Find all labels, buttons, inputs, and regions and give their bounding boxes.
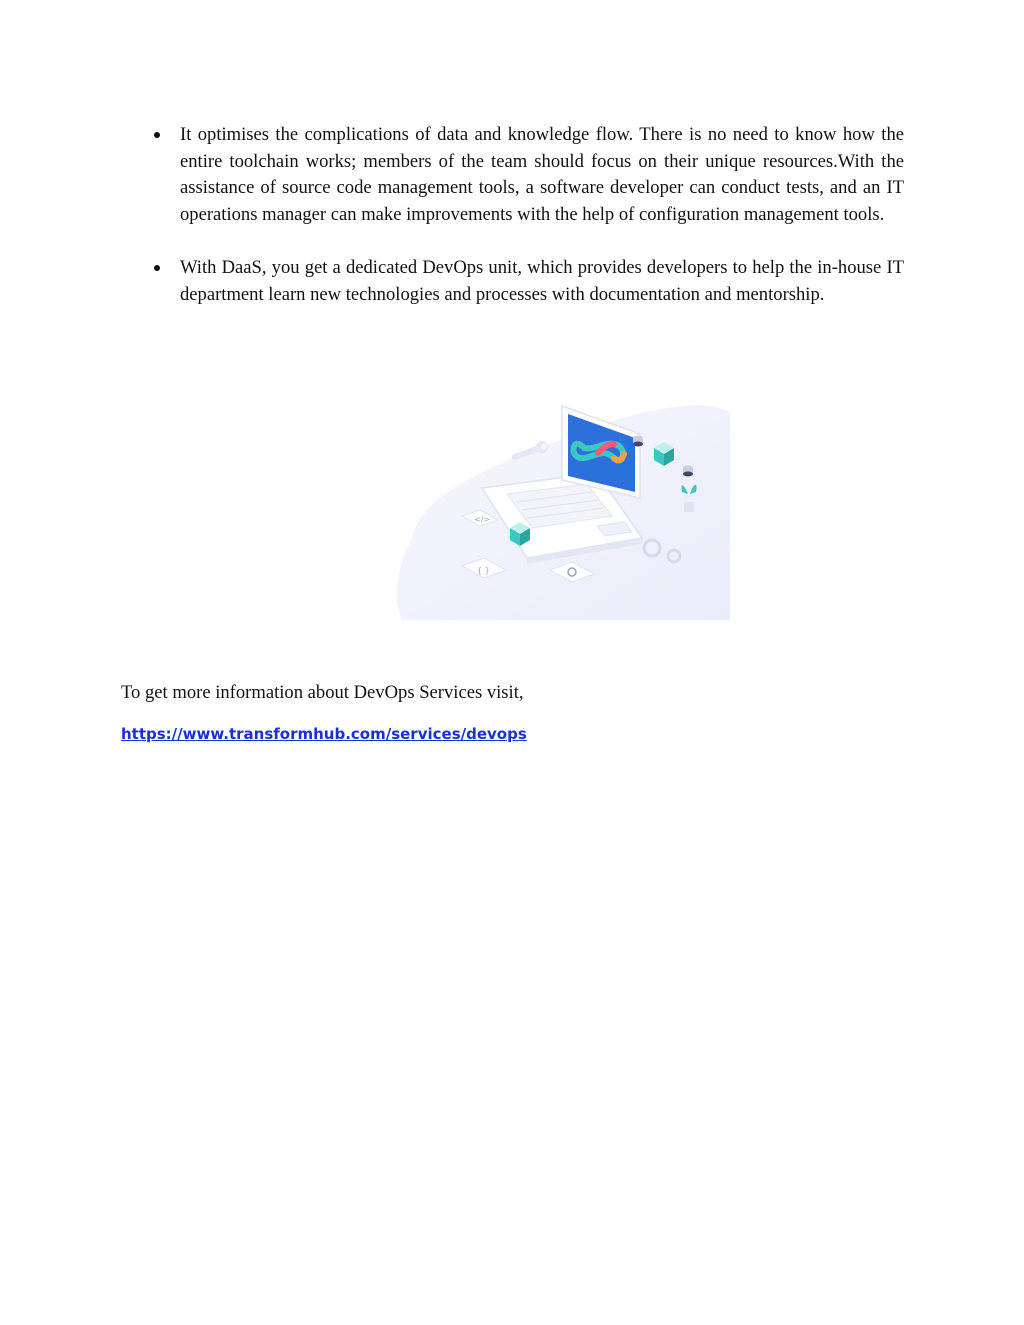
- svg-text:{ }: { }: [477, 566, 490, 575]
- bullet-item-daas: [148, 255, 904, 308]
- devops-illustration: [392, 398, 732, 620]
- bullet-list: [148, 122, 904, 336]
- bullet-text: It optimises the complications of data and knowledge flow. There is no need to know how the entire toolchain works; members of the team should focus on their unique resources.With the assistance of source code management tools, a software developer can conduct tests, and an IT operations manager can make improvements with the help of configuration management tools.: [180, 124, 904, 225]
- info-text: To get more information about DevOps Services visit,: [121, 682, 524, 703]
- bullet-item-toolchain: [148, 122, 904, 228]
- bullet-text: With DaaS, you get a dedicated DevOps unit, which provides developers to help the in-house IT department learn new technologies and processes with documentation and mentorship.: [180, 257, 904, 305]
- bullet-dot-icon: [154, 132, 160, 138]
- svg-text:</>: </>: [474, 515, 491, 524]
- bullet-dot-icon: [154, 265, 160, 271]
- devops-services-link[interactable]: https://www.transformhub.com/services/devops: [121, 725, 527, 743]
- devops-laptop-icon: [392, 398, 732, 620]
